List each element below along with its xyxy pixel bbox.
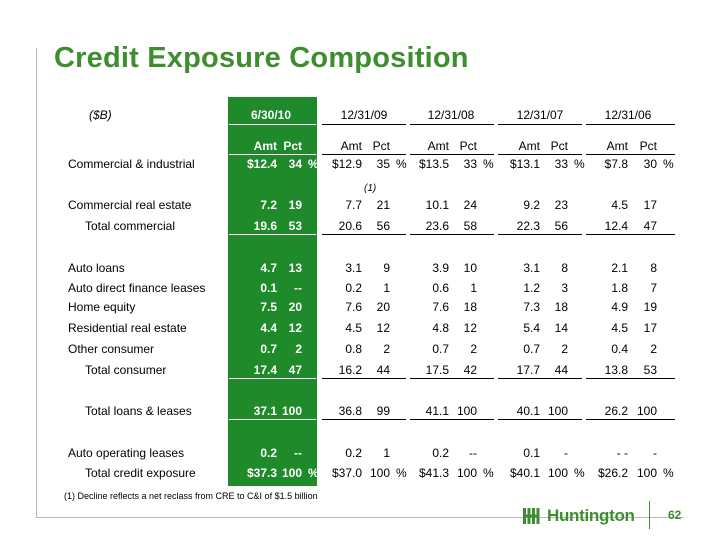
amount-cell: 7.6 bbox=[345, 300, 362, 314]
amount-cell: 0.8 bbox=[345, 342, 362, 356]
pct-header: Pct bbox=[283, 139, 302, 153]
percent-cell: 42 bbox=[463, 363, 477, 377]
percent-cell: 18 bbox=[463, 300, 477, 314]
percent-cell: -- bbox=[294, 446, 302, 460]
amount-cell: 0.7 bbox=[523, 342, 540, 356]
percent-cell: 1 bbox=[383, 281, 390, 295]
row-label: Total loans & leases bbox=[85, 404, 192, 418]
amount-cell: 1.8 bbox=[611, 281, 628, 295]
amount-cell: 17.4 bbox=[253, 363, 277, 377]
total-underline bbox=[229, 419, 316, 420]
percent-sign: % bbox=[308, 157, 319, 171]
amount-cell: $12.4 bbox=[246, 157, 277, 171]
amount-cell: 0.2 bbox=[345, 446, 362, 460]
percent-cell: 12 bbox=[376, 321, 390, 335]
percent-cell: 56 bbox=[554, 219, 568, 233]
row-label: Auto loans bbox=[68, 261, 125, 275]
percent-cell: 100 bbox=[456, 466, 477, 480]
percent-sign: % bbox=[663, 466, 674, 480]
amount-cell: 5.4 bbox=[523, 321, 540, 335]
amount-cell: $40.1 bbox=[509, 466, 540, 480]
period-header-underline bbox=[586, 124, 675, 125]
total-underline bbox=[410, 419, 494, 420]
percent-cell: 10 bbox=[463, 261, 477, 275]
percent-cell: 23 bbox=[554, 198, 568, 212]
amount-cell: 4.5 bbox=[345, 321, 362, 335]
percent-sign: % bbox=[663, 157, 674, 171]
total-underline bbox=[322, 378, 406, 379]
percent-cell: 30 bbox=[643, 157, 657, 171]
period-header: 12/31/07 bbox=[516, 108, 564, 122]
total-underline bbox=[410, 378, 494, 379]
percent-sign: % bbox=[574, 157, 585, 171]
percent-cell: 2 bbox=[295, 342, 302, 356]
total-underline bbox=[229, 378, 316, 379]
percent-cell: 1 bbox=[470, 281, 477, 295]
row-label: Total consumer bbox=[85, 363, 167, 377]
amount-cell: - - bbox=[616, 446, 628, 460]
amount-cell: 4.4 bbox=[260, 321, 277, 335]
amount-cell: 16.2 bbox=[338, 363, 362, 377]
amount-cell: $7.8 bbox=[604, 157, 628, 171]
amount-cell: 26.2 bbox=[604, 404, 628, 418]
amount-cell: 23.6 bbox=[425, 219, 449, 233]
percent-cell: 24 bbox=[463, 198, 477, 212]
amount-cell: 4.5 bbox=[611, 321, 628, 335]
percent-cell: 100 bbox=[369, 466, 390, 480]
amount-cell: 0.7 bbox=[260, 342, 277, 356]
amt-header: Amt bbox=[340, 139, 362, 153]
percent-sign: % bbox=[396, 157, 407, 171]
period-header-underline bbox=[410, 124, 494, 125]
percent-cell: 21 bbox=[376, 198, 390, 212]
percent-cell: 47 bbox=[288, 363, 302, 377]
amount-cell: 17.7 bbox=[516, 363, 540, 377]
total-underline bbox=[229, 234, 316, 235]
percent-cell: 100 bbox=[281, 466, 302, 480]
period-header: 12/31/08 bbox=[427, 108, 475, 122]
percent-cell: 33 bbox=[463, 157, 477, 171]
amount-cell: 36.8 bbox=[338, 404, 362, 418]
amount-cell: 2.1 bbox=[611, 261, 628, 275]
percent-cell: 44 bbox=[554, 363, 568, 377]
row-label: Total credit exposure bbox=[85, 466, 196, 480]
period-header-underline bbox=[498, 124, 582, 125]
row-label: Other consumer bbox=[68, 342, 155, 356]
amount-cell: 4.7 bbox=[260, 261, 277, 275]
percent-cell: 100 bbox=[281, 404, 302, 418]
percent-cell: 18 bbox=[554, 300, 568, 314]
percent-sign: % bbox=[308, 466, 319, 480]
percent-cell: 1 bbox=[383, 446, 390, 460]
page-title: Credit Exposure Composition bbox=[54, 42, 469, 74]
percent-cell: 99 bbox=[376, 404, 390, 418]
percent-cell: 47 bbox=[643, 219, 657, 233]
footnote-marker: (1) bbox=[364, 183, 377, 194]
sub-header-underline bbox=[410, 154, 494, 155]
amt-header: Amt bbox=[606, 139, 628, 153]
sub-header-underline bbox=[586, 154, 675, 155]
amount-cell: 0.7 bbox=[432, 342, 449, 356]
amount-cell: $26.2 bbox=[597, 466, 628, 480]
percent-cell: 100 bbox=[547, 404, 568, 418]
row-label: Commercial real estate bbox=[68, 198, 192, 212]
percent-cell: 100 bbox=[456, 404, 477, 418]
percent-cell: 34 bbox=[288, 157, 302, 171]
amt-header: Amt bbox=[427, 139, 449, 153]
total-underline bbox=[586, 419, 675, 420]
amount-cell: $12.9 bbox=[331, 157, 362, 171]
percent-sign: % bbox=[483, 466, 494, 480]
total-underline bbox=[322, 234, 406, 235]
pct-header: Pct bbox=[459, 139, 477, 153]
percent-sign: % bbox=[574, 466, 585, 480]
percent-cell: 100 bbox=[547, 466, 568, 480]
amt-header: Amt bbox=[518, 139, 540, 153]
period-header: 12/31/06 bbox=[604, 108, 652, 122]
amt-header: Amt bbox=[253, 139, 277, 153]
total-underline bbox=[586, 234, 675, 235]
amount-cell: 4.9 bbox=[611, 300, 628, 314]
amount-cell: $41.3 bbox=[418, 466, 449, 480]
amount-cell: 13.8 bbox=[604, 363, 628, 377]
total-underline bbox=[498, 419, 582, 420]
huntington-logo-icon bbox=[522, 506, 542, 526]
percent-cell: 8 bbox=[561, 261, 568, 275]
amount-cell: 9.2 bbox=[523, 198, 540, 212]
amount-cell: 20.6 bbox=[338, 219, 362, 233]
pct-header: Pct bbox=[550, 139, 568, 153]
period-header-underline bbox=[229, 124, 316, 125]
sub-header-underline bbox=[498, 154, 582, 155]
percent-cell: 9 bbox=[383, 261, 390, 275]
percent-cell: 19 bbox=[288, 198, 302, 212]
amount-cell: 3.9 bbox=[432, 261, 449, 275]
percent-cell: 33 bbox=[554, 157, 568, 171]
amount-cell: 37.1 bbox=[253, 404, 277, 418]
amount-cell: 7.3 bbox=[523, 300, 540, 314]
percent-cell: 2 bbox=[470, 342, 477, 356]
amount-cell: $13.1 bbox=[509, 157, 540, 171]
amount-cell: 10.1 bbox=[425, 198, 449, 212]
period-header-underline bbox=[322, 124, 406, 125]
percent-sign: % bbox=[396, 466, 407, 480]
amount-cell: $37.3 bbox=[246, 466, 277, 480]
percent-cell: -- bbox=[469, 446, 477, 460]
footnote: (1) Decline reflects a net reclass from CRE to C&I of $1.5 billion bbox=[64, 491, 318, 501]
row-label: Home equity bbox=[68, 300, 136, 314]
huntington-logo-text: Huntington bbox=[547, 506, 635, 525]
percent-sign: % bbox=[483, 157, 494, 171]
percent-cell: 14 bbox=[554, 321, 568, 335]
percent-cell: 17 bbox=[643, 198, 657, 212]
total-underline bbox=[410, 234, 494, 235]
percent-cell: 2 bbox=[383, 342, 390, 356]
amount-cell: 0.4 bbox=[611, 342, 628, 356]
amount-cell: 40.1 bbox=[516, 404, 540, 418]
amount-cell: 0.2 bbox=[260, 446, 277, 460]
percent-cell: 20 bbox=[376, 300, 390, 314]
amount-cell: 0.2 bbox=[345, 281, 362, 295]
percent-cell: -- bbox=[294, 281, 302, 295]
amount-cell: 0.2 bbox=[432, 446, 449, 460]
amount-cell: 0.6 bbox=[432, 281, 449, 295]
period-header: 12/31/09 bbox=[340, 108, 388, 122]
pct-header: Pct bbox=[372, 139, 390, 153]
pct-header: Pct bbox=[639, 139, 657, 153]
percent-cell: 8 bbox=[650, 261, 657, 275]
amount-cell: 19.6 bbox=[253, 219, 277, 233]
percent-cell: 53 bbox=[288, 219, 302, 233]
percent-cell: 35 bbox=[376, 157, 390, 171]
row-label: Total commercial bbox=[85, 219, 176, 233]
period-header: 6/30/10 bbox=[250, 108, 292, 122]
percent-cell: 3 bbox=[561, 281, 568, 295]
amount-cell: 0.1 bbox=[523, 446, 540, 460]
percent-cell: 100 bbox=[636, 466, 657, 480]
amount-cell: 7.2 bbox=[260, 198, 277, 212]
percent-cell: 2 bbox=[561, 342, 568, 356]
amount-cell: 7.6 bbox=[432, 300, 449, 314]
percent-cell: 7 bbox=[650, 281, 657, 295]
percent-cell: - bbox=[564, 446, 568, 460]
total-underline bbox=[498, 234, 582, 235]
sub-header-underline bbox=[322, 154, 406, 155]
row-label: Commercial & industrial bbox=[68, 157, 195, 171]
amount-cell: 0.1 bbox=[260, 281, 277, 295]
total-underline bbox=[322, 419, 406, 420]
percent-cell: 19 bbox=[643, 300, 657, 314]
amount-cell: 4.8 bbox=[432, 321, 449, 335]
percent-cell: 56 bbox=[376, 219, 390, 233]
percent-cell: 100 bbox=[636, 404, 657, 418]
row-label: Residential real estate bbox=[68, 321, 187, 335]
amount-cell: $37.0 bbox=[331, 466, 362, 480]
page-number: 62 bbox=[668, 508, 682, 522]
amount-cell: 12.4 bbox=[604, 219, 628, 233]
total-underline bbox=[586, 378, 675, 379]
percent-cell: - bbox=[653, 446, 657, 460]
percent-cell: 58 bbox=[463, 219, 477, 233]
percent-cell: 53 bbox=[643, 363, 657, 377]
row-label: Auto direct finance leases bbox=[68, 281, 206, 295]
amount-cell: 7.7 bbox=[345, 198, 362, 212]
amount-cell: $13.5 bbox=[418, 157, 449, 171]
percent-cell: 20 bbox=[288, 300, 302, 314]
amount-cell: 1.2 bbox=[523, 281, 540, 295]
frame-left-line bbox=[36, 48, 37, 518]
row-label: Auto operating leases bbox=[68, 446, 185, 460]
total-underline bbox=[498, 378, 582, 379]
percent-cell: 12 bbox=[463, 321, 477, 335]
percent-cell: 2 bbox=[650, 342, 657, 356]
amount-cell: 22.3 bbox=[516, 219, 540, 233]
amount-cell: 41.1 bbox=[425, 404, 449, 418]
footer-divider bbox=[649, 501, 650, 529]
percent-cell: 44 bbox=[376, 363, 390, 377]
amount-cell: 17.5 bbox=[425, 363, 449, 377]
percent-cell: 12 bbox=[288, 321, 302, 335]
amount-cell: 3.1 bbox=[523, 261, 540, 275]
units-label: ($B) bbox=[89, 108, 112, 122]
percent-cell: 13 bbox=[288, 261, 302, 275]
percent-cell: 17 bbox=[643, 321, 657, 335]
amount-cell: 7.5 bbox=[260, 300, 277, 314]
sub-header-underline bbox=[229, 154, 316, 155]
amount-cell: 4.5 bbox=[611, 198, 628, 212]
amount-cell: 3.1 bbox=[345, 261, 362, 275]
